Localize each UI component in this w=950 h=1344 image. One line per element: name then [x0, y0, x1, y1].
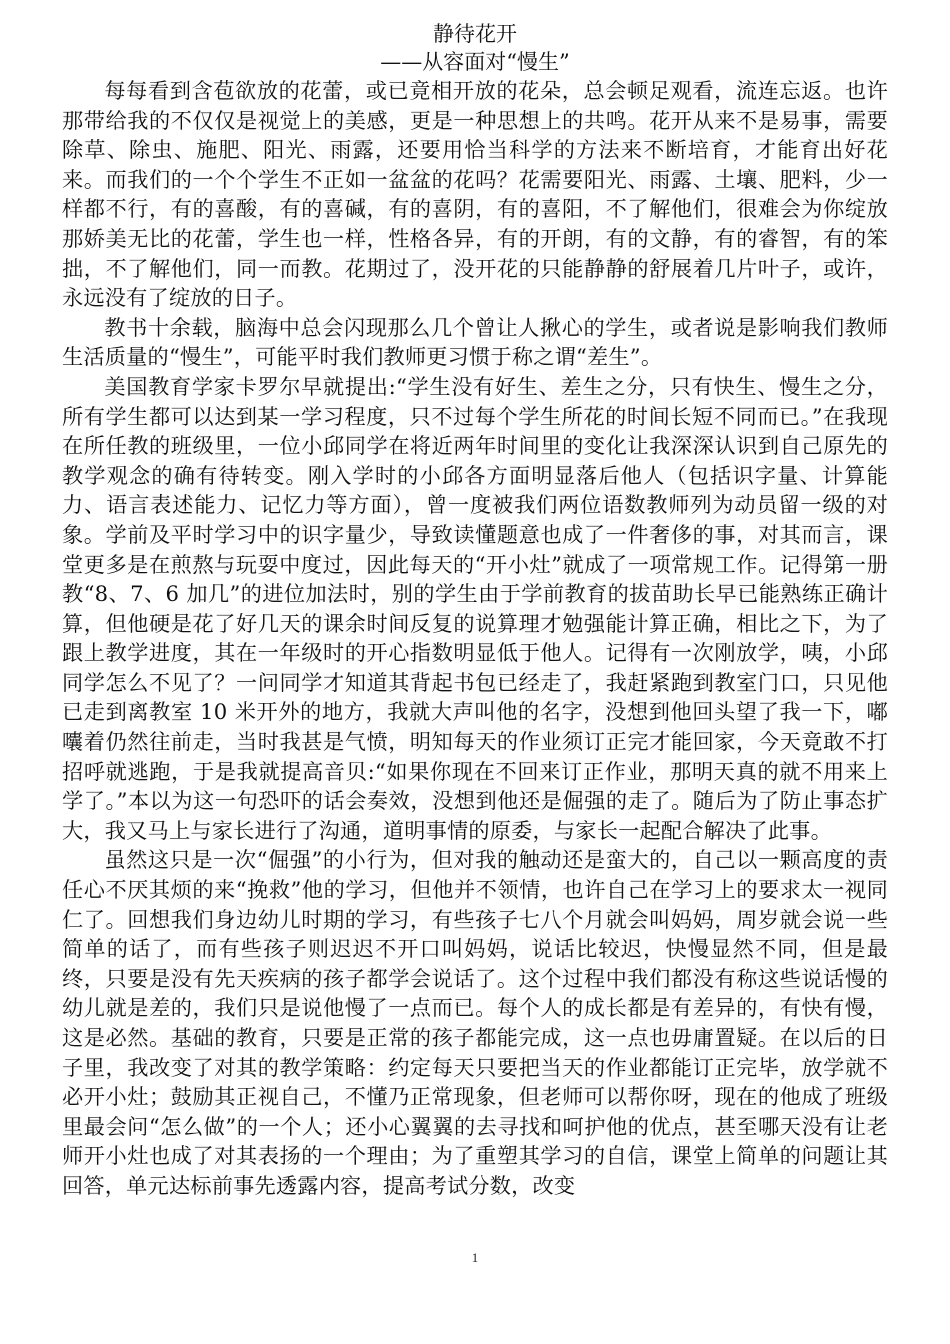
document-subtitle: ——从容面对“慢生” [380, 50, 570, 74]
paragraph-1: 每每看到含苞欲放的花蕾，或已竟相开放的花朵，总会顿足观看，流连忘返。也许那带给我的不仅仅是视觉上的美感，更是一种思想上的共鸣。花开从来不是易事，需要除草、除虫、施肥、阳光、雨露，还要用恰当科学的方法来不断培育，才能育出好花来。而我们的一个个学生不正如一盆盆的花吗？花需要阳光、雨露、土壤、肥料，少一样都不行，有的喜酸，有的喜碱，有的喜阴，有的喜阳，不了解他们，很难会为你绽放那娇美无比的花蕾，学生也一样，性格各异，有的开朗，有的文静，有的睿智，有的笨拙，不了解他们，同一而教。花期过了，没开花的只能静静的舒展着几片叶子，或许，永远没有了绽放的日子。 [62, 78, 888, 311]
document-title: 静待花开 [433, 22, 517, 46]
paragraph-3: 美国教育学家卡罗尔早就提出:“学生没有好生、差生之分，只有快生、慢生之分，所有学生都可以达到某一学习程度，只不过每个学生所花的时间长短不同而已。”在我现在所任教的班级里，一位小邱同学在将近两年时间里的变化让我深深认识到自己原先的教学观念的确有待转变。刚入学时的小邱各方面明显落后他人（包括识字量、计算能力、语言表述能力、记忆力等方面），曾一度被我们两位语数教师列为动员留一级的对象。学前及平时学习中的识字量少，导致读懂题意也成了一件奢侈的事，对其而言，课堂更多是在煎熬与玩耍中度过，因此每天的“开小灶”就成了一项常规工作。记得第一册教“8、7、6 加几”的进位加法时，别的学生由于学前教育的拔苗助长早已能熟练正确计算，但他硬是花了好几天的课余时间反复的说算理才勉强能计算正确，相比之下，为了跟上教学进度，其在一年级时的开心指数明显低于他人。记得有一次刚放学，咦，小邱同学怎么不见了？一问同学才知道其背起书包已经走了，我赶紧跑到教室门口，只见他已走到离教室 10 米开外的地方，我就大声叫他的名字，没想到他回头望了我一下，嘟囔着仍然往前走，当时我甚是气愤，明知每天的作业须订正完才能回家，今天竟敢不打招呼就逃跑，于是我就提高音贝:“如果你现在不回来订正作业，那明天真的就不用来上学了。”本以为这一句恐吓的话会奏效，没想到他还是倔强的走了。随后为了防止事态扩大，我又马上与家长进行了沟通，道明事情的原委，与家长一起配合解决了此事。 [62, 373, 888, 843]
paragraph-4: 虽然这只是一次“倔强”的小行为，但对我的触动还是蛮大的，自己以一颗高度的责任心不厌其烦的来“挽救”他的学习，但他并不领情，也许自己在学习上的要求太一视同仁了。回想我们身边幼儿时期的学习，有些孩子七八个月就会叫妈妈，周岁就会说一些简单的话了，而有些孩子则迟迟不开口叫妈妈，说话比较迟，快慢显然不同，但是最终，只要是没有先天疾病的孩子都学会说话了。这个过程中我们都没有称这些说话慢的幼儿就是差的，我们只是说他慢了一点而已。每个人的成长都是有差异的，有快有慢，这是必然。基础的教育，只要是正常的孩子都能完成，这一点也毋庸置疑。在以后的日子里，我改变了对其的教学策略：约定每天只要把当天的作业都能订正完毕，放学就不必开小灶；鼓励其正视自己，不懂乃正常现象，但老师可以帮你呀，现在的他成了班级里最会问“怎么做”的一个人；还小心翼翼的去寻找和呵护他的优点，甚至哪天没有让老师开小灶也成了对其表扬的一个理由；为了重塑其学习的自信，课堂上简单的问题让其回答，单元达标前事先透露内容，提高考试分数，改变 [62, 847, 888, 1198]
page-number: 1 [471, 1250, 479, 1265]
document-page [62, 20, 888, 1201]
paragraph-2: 教书十余载，脑海中总会闪现那么几个曾让人揪心的学生，或者说是影响我们教师生活质量的“慢生”，可能平时我们教师更习惯于称之谓“差生”。 [62, 314, 888, 370]
